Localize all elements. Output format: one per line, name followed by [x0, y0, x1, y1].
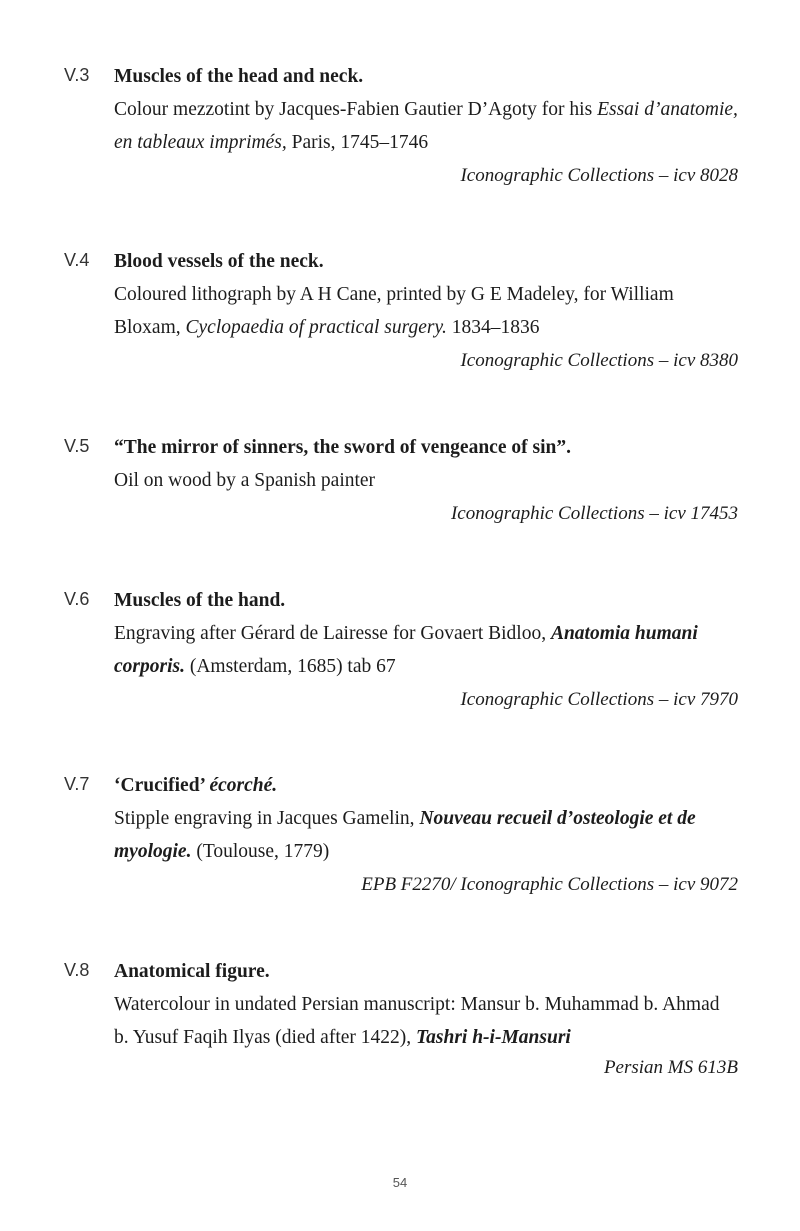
entry-reference: Iconographic Collections – icv 8028 — [460, 165, 738, 186]
catalogue-entry-v5 — [64, 431, 738, 530]
catalogue-entry-v4 — [64, 245, 738, 377]
entry-title: Muscles of the head and neck. — [114, 66, 364, 87]
entry-title: ‘Crucified’ écorché. — [114, 775, 278, 796]
entry-reference: Iconographic Collections – icv 7970 — [460, 689, 738, 710]
entry-reference: Iconographic Collections – icv 17453 — [450, 503, 738, 524]
entry-description: Coloured lithograph by A H Cane, printed by G E Madeley, for William Bloxam, Cyclopaedia of practical surgery. 1834–1836 — [114, 284, 674, 338]
entry-description: Engraving after Gérard de Lairesse for Govaert Bidloo, Anatomia humani corporis. (Amsterdam, 1685) tab 67 — [114, 623, 698, 677]
catalogue-entry-v6 — [64, 584, 738, 716]
catalogue-entry-v7 — [64, 769, 738, 901]
entry-number: V.5 — [64, 436, 90, 456]
entry-description: Oil on wood by a Spanish painter — [114, 470, 376, 491]
catalogue-entry-v8 — [64, 955, 738, 1084]
page-number: 54 — [392, 1175, 408, 1190]
entry-reference: Persian MS 613B — [603, 1057, 738, 1078]
entry-title: Anatomical figure. — [114, 961, 270, 982]
entry-title: “The mirror of sinners, the sword of vengeance of sin”. — [114, 437, 571, 458]
entry-reference: Iconographic Collections – icv 8380 — [460, 350, 738, 371]
catalogue-entry-v3 — [64, 60, 738, 192]
entry-number: V.8 — [64, 960, 90, 980]
entry-number: V.6 — [64, 589, 90, 609]
entry-title: Blood vessels of the neck. — [114, 251, 324, 272]
entry-reference: EPB F2270/ Iconographic Collections – icv 9072 — [361, 874, 738, 895]
entry-number: V.4 — [64, 250, 90, 270]
entry-title: Muscles of the hand. — [114, 590, 286, 611]
entry-description: Watercolour in undated Persian manuscript: Mansur b. Muhammad b. Ahmad b. Yusuf Faqih Ilyas (died after 1422), Tashri h-i-Mansuri — [114, 994, 720, 1048]
entry-number: V.3 — [64, 65, 90, 85]
entry-description: Colour mezzotint by Jacques-Fabien Gautier D’Agoty for his Essai d’anatomie, en tableaux imprimés, Paris, 1745–1746 — [114, 99, 738, 153]
entry-description: Stipple engraving in Jacques Gamelin, Nouveau recueil d’osteologie et de myologie. (Toulouse, 1779) — [114, 808, 696, 862]
entry-number: V.7 — [64, 774, 90, 794]
